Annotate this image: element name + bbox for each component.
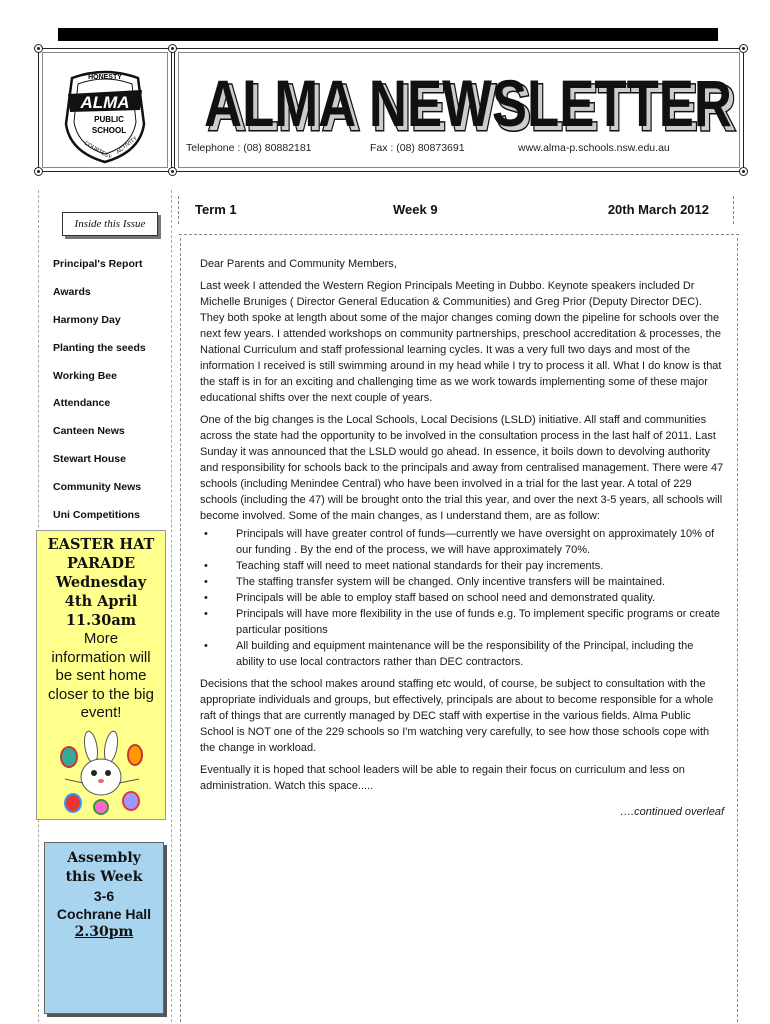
- easter-info-line: event!: [80, 704, 122, 721]
- school-logo: [52, 64, 158, 164]
- easter-info-line: closer to the big: [48, 685, 154, 703]
- easter-info-line: be sent home: [55, 667, 147, 684]
- easter-day: Wednesday: [55, 574, 147, 591]
- principals-report: [200, 256, 724, 826]
- toc-item[interactable]: Community News: [53, 481, 142, 494]
- toc-item[interactable]: Attendance: [53, 397, 111, 410]
- paragraph: Decisions that the school makes around staffing etc would, of course, be subject to consultation with the appropriate individuals and groups, but effectively, principals are about to become responsible for a whole raft of things that are currently managed by DEC staff with expertise in the various fields. Alma Public School is NOT one of the 229 schools so I'm watching very carefully, to see how those schools cope with the change in workload.: [200, 678, 714, 754]
- list-item: • Teaching staff will need to meet national standards for their pay increments.: [200, 558, 724, 574]
- paragraph: One of the big changes is the Local Schools, Local Decisions (LSLD) initiative. All staff and communities across the state had the opportunity to be involved in the consultation process in the last half of 2011. Last Sunday it was announced that the LSLD would go ahead. In essence, it boils down to devolving authority and responsibility for schools back to the principals and away from centralised management. There were 47 schools (including Menindee Central) who have been involved in a trial for the last year. A total of 229 schools (including the 47) will be brought onto the trial this year, and over the next 3-5 years, all schools will become involved. Some of the main changes, as I understand them, are as follow:: [200, 414, 724, 522]
- paragraph: Last week I attended the Western Region Principals Meeting in Dubbo. Keynote speakers included Dr Michelle Bruniges ( Director General Education & Communities) and Greg Prior (Deputy Director DEC). They both spoke at length about some of the major changes coming down the pipeline for schools over the next few years. I attended workshops on community partnerships, preschool accreditation & processes, the National Curriculum and staff professional learning cycles. It was a very full two days and most of the information I received is still swimming around in my head while I try to process it all. What I do know is that the staff is in for an exciting and challenging time as we work towards implementing some of these major educational shifts over the next couple of years.: [200, 280, 722, 404]
- toc-item[interactable]: Stewart House: [53, 453, 126, 466]
- term-label: Term 1: [195, 202, 237, 217]
- logo-motto-right: ACTIVITY: [115, 135, 139, 156]
- website-link[interactable]: www.alma-p.schools.nsw.edu.au: [518, 142, 670, 154]
- newsletter-title: [200, 68, 740, 140]
- easter-bunny-illustration: [55, 727, 149, 815]
- frame-corner-ornament: [168, 44, 177, 53]
- assembly-heading: Assembly: [67, 850, 141, 866]
- inside-issue-label: Inside this Issue: [62, 212, 158, 236]
- easter-time: 11.30am: [65, 612, 137, 629]
- continued-overleaf: ….continued overleaf: [620, 806, 724, 818]
- logo-school: SCHOOL: [91, 126, 127, 135]
- title-text-shadow: ALMA NEWSLETTER: [208, 70, 736, 140]
- frame-corner-ornament: [739, 44, 748, 53]
- assembly-classes: 3-6: [93, 888, 115, 904]
- frame-corner-ornament: [168, 167, 177, 176]
- easter-info-line: More: [83, 630, 119, 647]
- assembly-notice: [44, 842, 164, 1014]
- easter-heading-line2: PARADE: [66, 555, 136, 572]
- greeting: Dear Parents and Community Members,: [200, 258, 397, 270]
- fax-text: Fax : (08) 80873691: [370, 142, 465, 154]
- logo-motto-left: COURTESY: [83, 140, 113, 161]
- list-item: • The staffing transfer system will be changed. Only incentive transfers will be maintained.: [200, 574, 724, 590]
- list-item: • Principals will have more flexibility in the use of funds e.g. To implement specific programs or create particular positions: [200, 606, 724, 638]
- frame-corner-ornament: [739, 167, 748, 176]
- date-label: 20th March 2012: [607, 202, 709, 217]
- frame-corner-ornament: [34, 44, 43, 53]
- toc-item[interactable]: Principal's Report: [53, 258, 143, 270]
- contents-list: [53, 258, 146, 537]
- header-bar: [58, 28, 718, 41]
- toc-item[interactable]: Planting the seeds: [53, 341, 146, 354]
- toc-item[interactable]: Working Bee: [53, 369, 117, 382]
- assembly-venue: Cochrane Hall: [56, 906, 152, 922]
- logo-public: PUBLIC: [94, 115, 124, 124]
- logo-motto-top: HONESTY: [88, 74, 122, 81]
- week-label: Week 9: [393, 202, 438, 217]
- list-item: • All building and equipment maintenance will be the responsibility of the Principal, including the ability to use local contractors rather than DEC contractors.: [200, 638, 724, 670]
- list-item: • Principals will have greater control of funds—currently we have oversight on approximately 10% of our funding . By the end of the process, we will have approximately 70%.: [200, 526, 724, 558]
- assembly-time: 2.30pm: [74, 924, 134, 940]
- paragraph: Eventually it is hoped that school leaders will be able to regain their focus on curriculum and less on administration. Watch this space.....: [200, 764, 685, 792]
- toc-item[interactable]: Uni Competitions: [53, 509, 140, 522]
- title-text: ALMA NEWSLETTER: [204, 68, 732, 140]
- term-row: [178, 196, 734, 224]
- list-item: • Principals will be able to employ staff based on school need and demonstrated quality.: [200, 590, 724, 606]
- easter-date: 4th April: [64, 593, 138, 610]
- easter-heading-line1: EASTER HAT: [47, 536, 155, 553]
- easter-info-line: information will: [51, 648, 151, 666]
- frame-corner-ornament: [34, 167, 43, 176]
- telephone-text: Telephone : (08) 80882181: [186, 142, 312, 154]
- easter-parade-notice: [36, 530, 166, 820]
- toc-item[interactable]: Canteen News: [53, 425, 125, 438]
- changes-list: [200, 526, 724, 670]
- toc-item[interactable]: Harmony Day: [53, 313, 121, 326]
- toc-item[interactable]: Awards: [53, 285, 91, 298]
- assembly-subheading: this Week: [65, 869, 143, 885]
- logo-name: ALMA: [80, 93, 130, 112]
